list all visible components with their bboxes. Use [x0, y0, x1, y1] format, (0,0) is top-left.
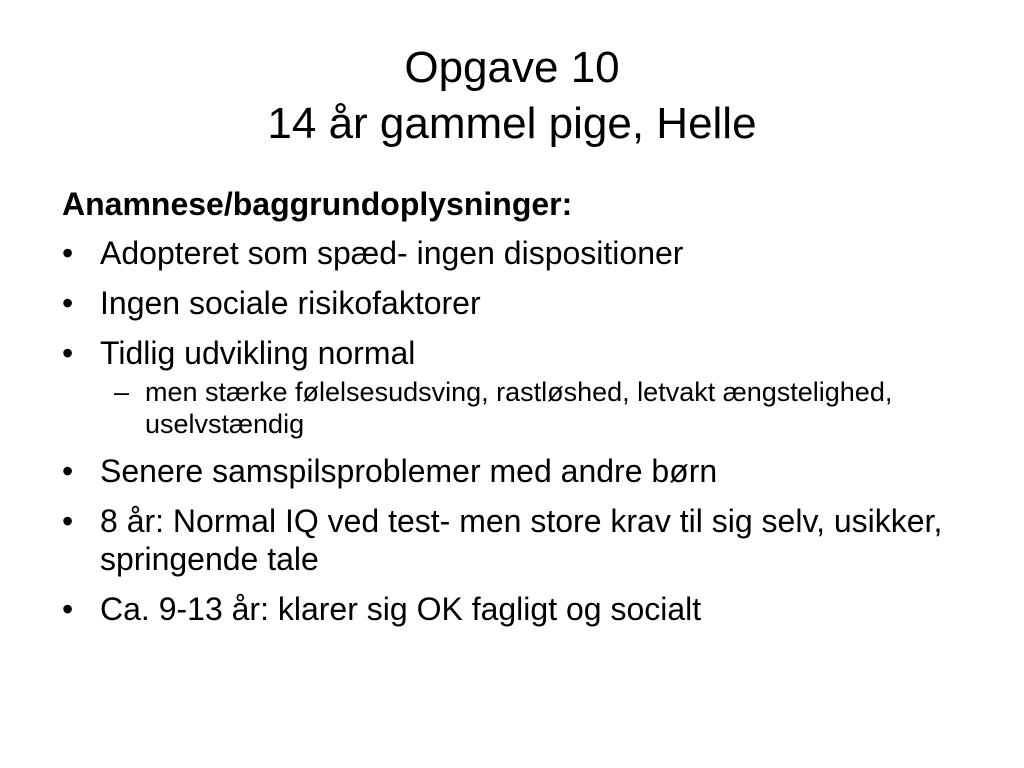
bullet-marker: • — [62, 503, 74, 539]
sub-bullet-text: men stærke følelsesudsving, rastløshed, letvakt ængstelighed, uselvstændig — [145, 377, 893, 439]
bullet-marker: • — [62, 591, 74, 627]
bullet-item — [62, 234, 962, 272]
bullet-item — [62, 590, 962, 628]
slide-content — [62, 182, 962, 640]
bullet-text: Adopteret som spæd- ingen dispositioner — [100, 235, 684, 271]
bullet-text: Senere samspilsproblemer med andre børn — [100, 453, 718, 489]
bullet-marker: • — [62, 235, 74, 271]
title-line-1: Opgave 10 — [404, 43, 620, 92]
title-line-2: 14 år gammel pige, Helle — [267, 99, 757, 148]
sub-bullet-marker: – — [114, 377, 130, 407]
sub-bullet-item — [100, 376, 962, 440]
bullet-list — [62, 234, 962, 628]
bullet-item — [62, 334, 962, 440]
section-heading: Anamnese/baggrundoplysninger: — [62, 186, 573, 222]
bullet-marker: • — [62, 335, 74, 371]
bullet-text: Tidlig udvikling normal — [100, 335, 416, 371]
sub-bullet-list — [100, 376, 962, 440]
bullet-item — [62, 284, 962, 322]
bullet-marker: • — [62, 285, 74, 321]
bullet-text: Ingen sociale risikofaktorer — [100, 285, 481, 321]
bullet-item — [62, 452, 962, 490]
bullet-text: Ca. 9-13 år: klarer sig OK fagligt og socialt — [100, 591, 702, 627]
bullet-text: 8 år: Normal IQ ved test- men store krav til sig selv, usikker, springende tale — [100, 503, 943, 577]
bullet-marker: • — [62, 453, 74, 489]
bullet-item — [62, 502, 962, 578]
slide-title — [0, 40, 1024, 152]
